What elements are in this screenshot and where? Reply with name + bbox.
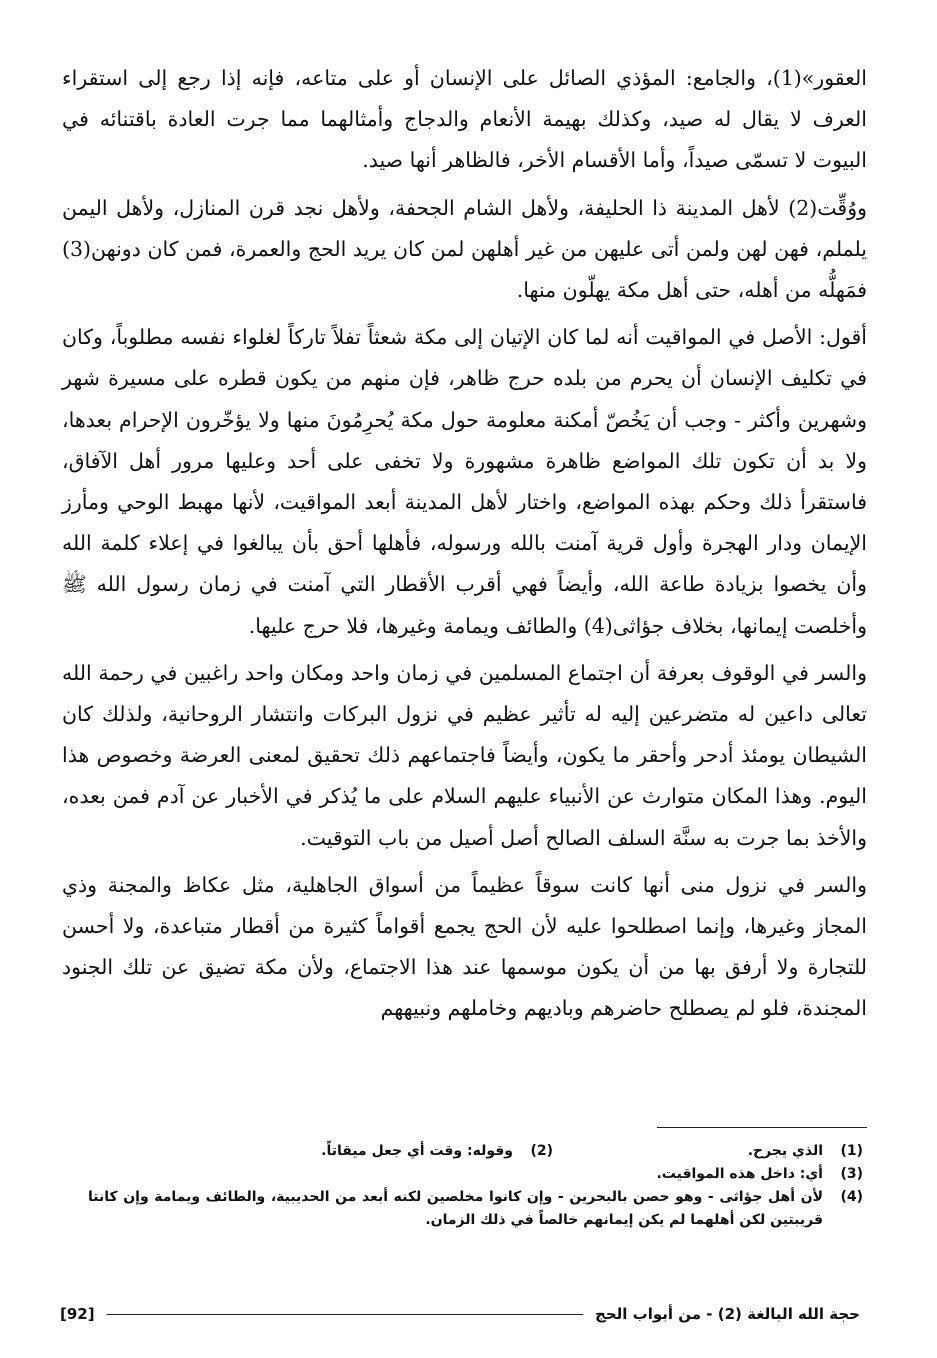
footnote-divider [657,1127,867,1128]
footer-rule [107,1314,583,1315]
footnote-text: وقوله: وقت أي جعل ميقاتاً. [321,1143,513,1159]
running-title: حجة الله البالغة (2) - من أبواب الحج [595,1305,860,1323]
paragraph-4: والسر في الوقوف بعرفة أن اجتماع المسلمين في زمان واحد ومكان واحد راغبين في رحمة الله تعالى داعين له متضرعين إليه له تأثير عظيم في نزول البركات وانتشار الروحانية، ولذلك كان الشيطان يومئذ أدحر وأحقر ما يكون، وأيضاً فاجتماعهم ذلك تحقيق لمعنى العرضة وخصوص هذا اليوم. وهذا المكان متوارث عن الأنبياء عليهم السلام على ما يُذكر في الأخبار عن آدم فمن بعده، والأخذ بما جرت به سنَّة السلف الصالح أصل أصيل من باب التوقيت. [62,660,867,850]
footnote-number: (4) [840,1189,863,1205]
main-text [62,58,867,1036]
footnotes [88,1140,863,1232]
page-footer [60,1300,860,1328]
footnote-row-1-2 [88,1140,863,1163]
page-number: [92] [60,1305,95,1323]
paragraph-3: أقول: الأصل في المواقيت أنه لما كان الإتيان إلى مكة شعثاً تفلاً تاركاً لغلواء نفسه مطلوباً، وكان في تكليف الإنسان أن يحرم من بلده حرج ظاهر، فإن منهم من يكون قطره على مسيرة شهر وشهرين وأكثر - وجب أن يَخُصّ أمكنة معلومة حول مكة يُحرِمُونَ منها ولا يؤخّرون الإحرام بعدها، ولا بد أن تكون تلك المواضع ظاهرة مشهورة ولا تخفى على أحد وعليها مرور أهل الآفاق، فاستقرأ ذلك وحكم بهذه المواضع، واختار لأهل المدينة أبعد المواقيت، لأنها مهبط الوحي ومأرز الإيمان ودار الهجرة وأول قرية آمنت بالله ورسوله، فأهلها أحق بأن يبالغوا في إعلاء كلمة الله وأن يخصوا بزيادة طاعة الله، وأيضاً فهي أقرب الأقطار التي آمنت في زمان رسول الله ﷺ وأخلصت إيمانها، بخلاف جؤاثى(4) والطائف ويمامة وغيرها، فلا حرج عليها. [62,325,867,638]
footnote-row-4 [88,1186,863,1232]
footnote-number: (1) [840,1143,863,1159]
paragraph-1: العقور»(1)، والجامع: المؤذي الصائل على الإنسان أو على متاعه، فإنه إذا رجع إلى استقراء العرف لا يقال له صيد، وكذلك بهيمة الأنعام والدجاج وأمثالهما مما جرت العادة باقتنائه في البيوت لا تسمّى صيداً، وأما الأقسام الأخر، فالظاهر أنها صيد. [62,66,867,173]
footnote-number: (3) [840,1166,863,1182]
footnote-row-3 [88,1163,863,1186]
paragraph-2: ووُقِّت(2) لأهل المدينة ذا الحليفة، ولأهل الشام الجحفة، ولأهل نجد قرن المنازل، ولأهل اليمن يلملم، فهن لهن ولمن أتى عليهن من غير أهلهن لمن كان يريد الحج والعمرة، فمن كان دونهن(3) فمَهلُّه من أهله، حتى أهل مكة يهلّون منها. [62,195,867,303]
footnote-text: لأن أهل جؤاثى - وهو حصن بالبحرين - وإن كانوا مخلصين لكنه أبعد من الحديبية، والطائف ويمامة وإن كانتا قريبتين لكن أهلهما لم يكن إيمانهم خالصاً في ذلك الزمان. [88,1189,823,1228]
paragraph-5: والسر في نزول منى أنها كانت سوقاً عظيماً من أسواق الجاهلية، مثل عكاظ والمجنة وذي المجاز وغيرها، وإنما اصطلحوا عليه لأن الحج يجمع أقواماً كثيرة من أقطار متباعدة، ولا أحسن للتجارة ولا أرفق بها من أن يكون موسمها عند هذا الاجتماع، ولأن مكة تضيق عن تلك الجنود المجندة، فلو لم يصطلح حاضرهم وباديهم وخاملهم ونبيههم [62,872,867,1021]
footnote-text: الذي يجرح. [747,1143,823,1159]
footnote-number: (2) [530,1143,553,1159]
footnote-text: أي: داخل هذه المواقيت. [656,1166,823,1182]
